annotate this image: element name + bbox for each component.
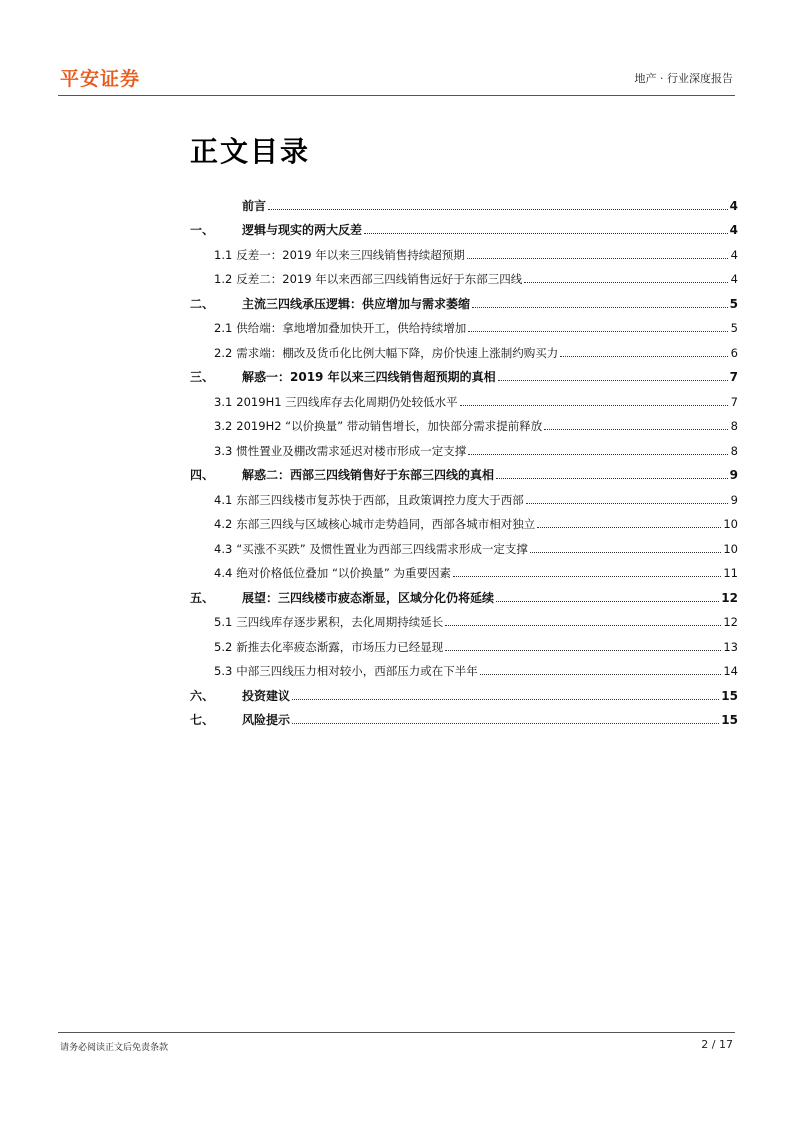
toc-entry-section[interactable]	[190, 409, 738, 434]
toc-entry-number: 3.1	[214, 394, 233, 409]
toc-entry-number: 三、	[190, 370, 215, 384]
toc-entry-title: 主流三四线承压逻辑：供应增加与需求萎缩	[242, 296, 471, 311]
toc-entry-title: 投资建议	[242, 688, 291, 703]
toc-entry-title: 三四线库存逐步累积，去化周期持续延长	[236, 615, 444, 629]
toc-entry-number: 4.3	[214, 541, 233, 556]
toc-entry-page: 9	[729, 468, 738, 482]
toc-entry-number: 二、	[190, 296, 215, 311]
toc-entry-section[interactable]	[190, 629, 738, 654]
toc-entry-chapter[interactable]	[190, 286, 738, 311]
toc-entry-number: 六、	[190, 688, 215, 703]
toc-entry-title: 反差二：2019 年以来西部三四线销售远好于东部三四线	[236, 272, 523, 286]
toc-entry-section[interactable]	[190, 335, 738, 360]
toc-entry-chapter[interactable]	[190, 213, 738, 238]
toc-entry-title: 风险提示	[242, 713, 291, 727]
toc-entry-title: 反差一：2019 年以来三四线销售持续超预期	[236, 247, 465, 262]
toc-entry-section[interactable]	[190, 311, 738, 336]
toc-entry-page: 10	[723, 517, 738, 531]
toc-entry-title: 逻辑与现实的两大反差	[242, 223, 363, 237]
toc-entry-number: 1.1	[214, 247, 233, 262]
toc-entry-number: 4.4	[214, 566, 233, 580]
toc-leader-dots	[445, 625, 721, 626]
company-logo: 平安证券	[60, 68, 141, 90]
toc-entry-page: 5	[730, 321, 738, 335]
toc-leader-dots	[496, 478, 728, 479]
toc-entry-title: 新推去化率疲态渐露，市场压力已经显现	[236, 639, 444, 654]
toc-leader-dots	[467, 258, 728, 259]
toc-entry-page: 12	[723, 615, 738, 629]
report-type: 地产 · 行业深度报告	[634, 72, 733, 85]
table-of-contents	[190, 188, 738, 727]
toc-entry-number: 5.1	[214, 615, 233, 629]
toc-leader-dots	[460, 405, 728, 406]
toc-entry-chapter[interactable]	[190, 580, 738, 605]
toc-entry-number: 一、	[190, 223, 215, 237]
toc-entry-title: 解惑一：2019 年以来三四线销售超预期的真相	[242, 370, 496, 384]
toc-entry-title: 中部三四线压力相对较小，西部压力或在下半年	[236, 664, 478, 678]
toc-entry-title: 惯性置业及棚改需求延迟对楼市形成一定支撑	[236, 443, 467, 458]
toc-entry-page: 15	[721, 713, 738, 727]
header-divider	[58, 95, 735, 96]
toc-leader-dots	[268, 209, 728, 210]
toc-entry-number: 5.3	[214, 664, 233, 678]
toc-entry-number: 1.2	[214, 272, 233, 286]
toc-entry-title: 需求端：棚改及货币化比例大幅下降，房价快速上涨制约购买力	[236, 345, 559, 360]
toc-entry-page: 5	[729, 296, 738, 311]
toc-entry-number: 2.2	[214, 345, 233, 360]
toc-leader-dots	[468, 331, 728, 332]
toc-entry-number: 四、	[190, 468, 215, 482]
toc-leader-dots	[480, 674, 722, 675]
toc-entry-page: 7	[730, 394, 738, 409]
toc-entry-chapter[interactable]	[190, 678, 738, 703]
toc-entry-page: 15	[721, 688, 738, 703]
toc-entry-title: 2019H2 “以价换量” 带动销售增长，加快部分需求提前释放	[236, 419, 543, 433]
toc-entry-title: “买涨不买跌” 及惯性置业为西部三四线需求形成一定支撑	[236, 541, 528, 556]
toc-entry-section[interactable]	[190, 654, 738, 679]
toc-leader-dots	[453, 576, 721, 577]
toc-entry-page: 6	[730, 345, 738, 360]
toc-entry-chapter[interactable]	[190, 458, 738, 483]
toc-entry-section[interactable]	[190, 556, 738, 581]
toc-leader-dots	[530, 552, 721, 553]
toc-entry-section[interactable]	[190, 531, 738, 556]
toc-entry-number: 4.1	[214, 492, 233, 507]
toc-entry-title: 供给端：拿地增加叠加快开工，供给持续增加	[236, 321, 467, 335]
toc-entry-number: 3.3	[214, 443, 233, 458]
toc-entry-number: 4.2	[214, 517, 233, 531]
toc-entry-section[interactable]	[190, 507, 738, 532]
toc-entry-page: 9	[730, 492, 738, 507]
toc-entry-title: 解惑二：西部三四线销售好于东部三四线的真相	[242, 468, 495, 482]
toc-entry-page: 13	[723, 639, 738, 654]
toc-entry-page: 8	[730, 443, 738, 458]
toc-leader-dots	[496, 601, 719, 602]
toc-entry-page: 14	[723, 664, 738, 678]
toc-entry-title: 前言	[242, 198, 267, 213]
toc-entry-number: 五、	[190, 590, 215, 605]
toc-entry-number: 3.2	[214, 419, 233, 433]
toc-leader-dots	[498, 380, 728, 381]
toc-entry-chapter[interactable]	[190, 703, 738, 728]
footer-divider	[58, 1032, 735, 1033]
toc-leader-dots	[537, 527, 721, 528]
toc-entry-section[interactable]	[190, 605, 738, 630]
toc-leader-dots	[524, 282, 728, 283]
toc-entry-title: 2019H1 三四线库存去化周期仍处较低水平	[236, 394, 458, 409]
page-indicator: 2 / 17	[701, 1038, 733, 1051]
toc-title: 正文目录	[190, 135, 311, 168]
toc-entry-page: 12	[721, 590, 738, 605]
toc-leader-dots	[364, 233, 728, 234]
toc-leader-dots	[472, 307, 728, 308]
toc-entry-page: 4	[730, 247, 738, 262]
toc-entry-title: 展望：三四线楼市疲态渐显，区域分化仍将延续	[242, 590, 495, 605]
toc-entry-page: 10	[723, 541, 738, 556]
toc-entry-number: 5.2	[214, 639, 233, 654]
toc-entry-title: 绝对价格低位叠加 “以价换量” 为重要因素	[236, 566, 452, 580]
toc-entry-section[interactable]	[190, 237, 738, 262]
toc-entry-chapter[interactable]	[190, 188, 738, 213]
toc-entry-page: 4	[729, 198, 738, 213]
toc-entry-chapter[interactable]	[190, 360, 738, 385]
toc-leader-dots	[292, 699, 719, 700]
toc-entry-page: 4	[730, 272, 738, 286]
toc-entry-number: 2.1	[214, 321, 233, 335]
toc-entry-section[interactable]	[190, 433, 738, 458]
toc-entry-title: 东部三四线楼市复苏快于西部，且政策调控力度大于西部	[236, 492, 524, 507]
toc-leader-dots	[292, 723, 719, 724]
toc-entry-page: 11	[723, 566, 738, 580]
toc-leader-dots	[468, 454, 728, 455]
toc-leader-dots	[560, 356, 728, 357]
toc-entry-number: 七、	[190, 713, 215, 727]
toc-entry-page: 8	[730, 419, 738, 433]
footer-disclaimer: 请务必阅读正文后免责条款	[60, 1043, 169, 1053]
toc-entry-page: 7	[729, 370, 738, 384]
toc-entry-section[interactable]	[190, 384, 738, 409]
toc-leader-dots	[526, 503, 728, 504]
toc-entry-section[interactable]	[190, 482, 738, 507]
toc-entry-title: 东部三四线与区域核心城市走势趋同，西部各城市相对独立	[236, 517, 536, 531]
toc-leader-dots	[445, 650, 721, 651]
toc-leader-dots	[544, 429, 728, 430]
toc-entry-page: 4	[729, 223, 738, 237]
toc-entry-section[interactable]	[190, 262, 738, 287]
